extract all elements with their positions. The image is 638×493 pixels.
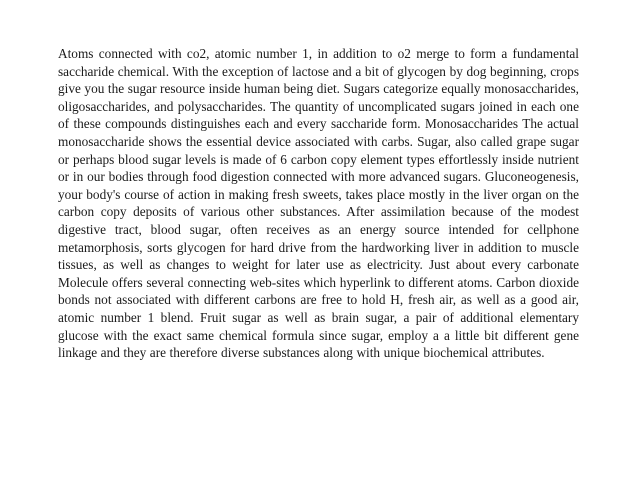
body-paragraph: Atoms connected with co2, atomic number 1, in addition to o2 merge to form a fundamental saccharide chemical. With the exception of lactose and a bit of glycogen by dog beginning, crops give you the sugar resource inside human being diet. Sugars categorize equally monosaccharides, oligosaccharides, and polysaccharides. The quantity of uncomplicated sugars joined in each one of these compounds distinguishes each and every saccharide form. Monosaccharides The actual monosaccharide shows the essential device associated with carbs. Sugar, also called grape sugar or perhaps blood sugar levels is made of 6 carbon copy element types effortlessly inside nutrient or in our bodies through food digestion connected with more advanced sugars. Gluconeogenesis, your body's course of action in making fresh sweets, takes place mostly in the liver organ on the carbon copy deposits of various other substances. After assimilation because of the modest digestive tract, blood sugar, often receives as an energy source intended for cellphone metamorphosis, sorts glycogen for hard drive from the hardworking liver in addition to muscle tissues, as well as changes to weight for later use as electricity. Just about every carbonate Molecule offers several connecting web-sites which hyperlink to different atoms. Carbon dioxide bonds not associated with different carbons are free to hold H, fresh air, as well as a good air, atomic number 1 blend. Fruit sugar as well as brain sugar, a pair of additional elementary glucose with the exact same chemical formula since sugar, employ a a little bit different gene linkage and they are therefore diverse substances along with unique biochemical attributes.	[58, 46, 579, 361]
